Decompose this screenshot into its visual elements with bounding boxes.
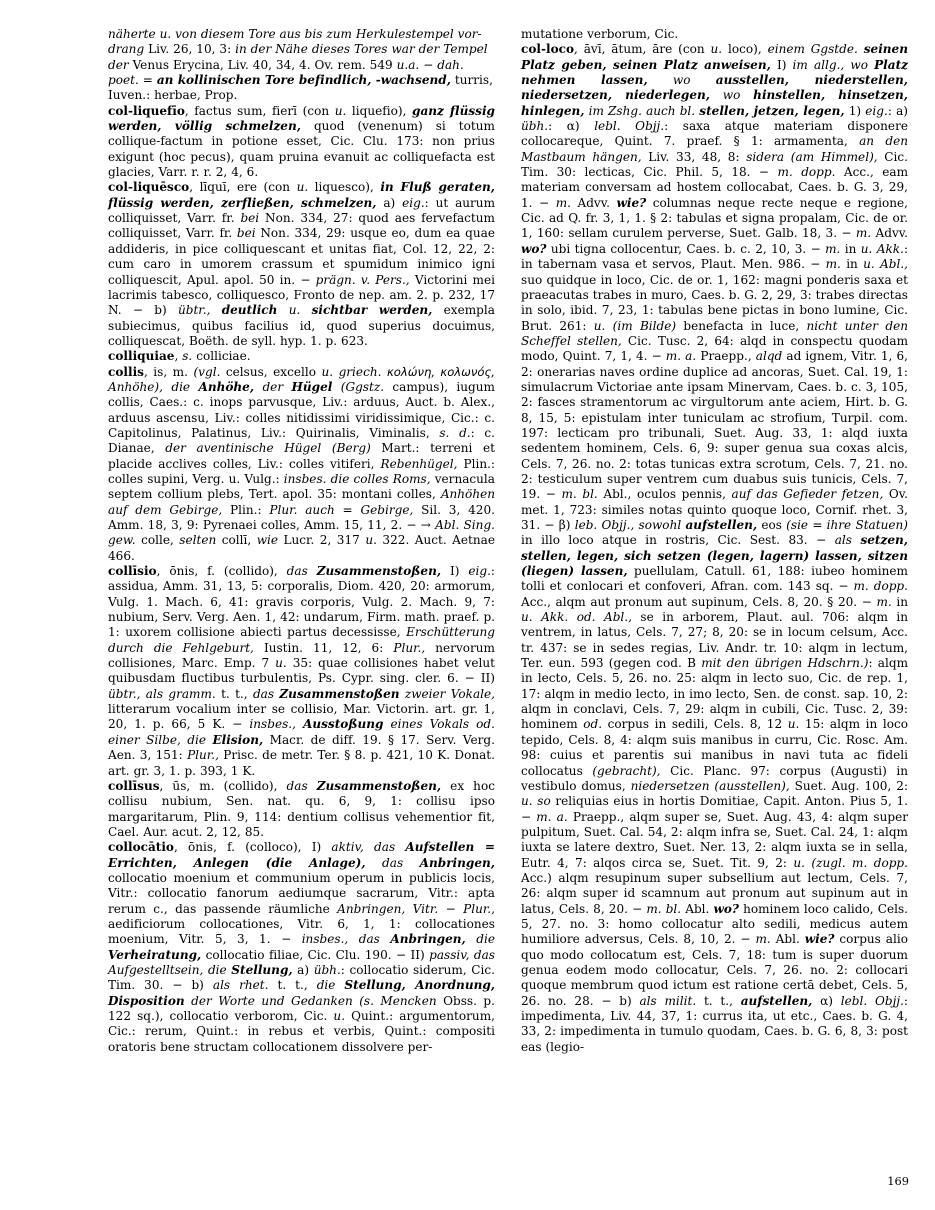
- right-column: [521, 27, 908, 1055]
- dictionary-entry: col-liquēsco, līquī, ere (con u. liquesco), in Fluß geraten, flüssig werden, zerfließen, schmelzen, a) eig.: ut aurum colliquisset, Varr. fr. bei Non. 334, 27: quod aes fervefactum colliquisset, Varr. fr. bei Non. 334, 29: usque eo, dum ea quae addideris, in pice colliquescant et unitas fiat, Col. 12, 22, 2: cum caro in umorem crassum et spumidum inimico igni colliquescit, Apul. apol. 50 in. − prägn. v. Pers., Victorini mei lacrimis tabesco, colliquesco, Fronto de nep. am. 2. p. 232, 17 N. − b) übtr., deutlich u. sichtbar werden, exempla subiecimus, quibus facilius id, quod superius docuimus, colliquescat, Boëth. de syll. hyp. 1. p. 623.: [108, 180, 496, 348]
- entry-continuation: näherte u. von diesem Tore aus bis zum Herkulestempel vor- drang Liv. 26, 10, 3: in der Nähe dieses Tores war der Tempel der Venus Erycina, Liv. 40, 34, 4. Ov. rem. 549 u.a. − dah. poet. = an kollinischen Tore befindlich, -wachsend, turris, Iuven.: herbae, Prop.: [108, 27, 493, 103]
- dictionary-entry: col-liquefīo, factus sum, fierī (con u. liquefio), ganz flüssig werden, völlig schmelzen, quod (venenum) si totum collique-factum in potione esset, Cic. Clu. 173: non prius exigunt (hoc pecus), quam pruina evanuit ac colliquefacta est glacies, Varr. r. r. 2, 4, 6.: [108, 103, 495, 180]
- dictionary-entry: collīsio, ōnis, f. (collido), das Zusammenstoßen, I) eig.: assidua, Amm. 31, 13, 5: corporalis, Diom. 420, 20: armorum, Vulg. 1. Mach. 6, 41: gravis corporis, Vulg. 2. Mach. 9, 7: nubium, Serv. Verg. Aen. 1, 42: undarum, Firm. math. praef. p. 1: uxorem collisione abiecti partus decessisse, Erschütterung durch die Fehlgeburt, Iustin. 11, 12, 6: Plur., nervorum collisiones, Marc. Emp. 7 u. 35: quae collisiones habet velut quibusdam fluctibus turbulentis, Ps. Cypr. sing. cler. 6. − II) übtr., als gramm. t. t., das Zusammenstoßen zweier Vokale, litterarum vocalium inter se collisio, Mar. Victorin. art. gr. 1, 20, 1. p. 66, 5 K. − insbes., Ausstoßung eines Vokals od. einer Silbe, die Elision, Macr. de diff. 19. § 17. Serv. Verg. Aen. 3, 151: Plur., Prisc. de metr. Ter. § 8. p. 421, 10 K. Donat. art. gr. 3, 1. p. 393, 1 K.: [108, 564, 495, 778]
- dictionary-entry: collocātio, ōnis, f. (colloco), I) aktiv, das Aufstellen = Errichten, Anlegen (die Anlage), das Anbringen, collocatio moenium et communium operum in publicis locis, Vitr.: collocatio fanorum aediumque sacrarum, Vitr.: apta rerum c., das passende räumliche Anbringen, Vitr. − Plur., aedificiorum collocationes, Vitr. 6, 1, 1: collocationes moenium, Vitr. 5, 3, 1. − insbes., das Anbringen, die Verheiratung, collocatio filiae, Cic. Clu. 190. − II) passiv, das Aufgestelltsein, die Stellung, a) übh.: collocatio siderum, Cic. Tim. 30. − b) als rhet. t. t., die Stellung, Anordnung, Disposition der Worte und Gedanken (s. Mencken Obss. p. 122 sq.), collocatio verborom, Cic. u. Quint.: argumentorum, Cic.: rerum, Quint.: in rebus et verbis, Quint.: compositi oratoris bene structam collocationem dissolvere per-: [108, 840, 495, 1054]
- left-column: [108, 27, 495, 1055]
- entry-continuation: mutatione verborum, Cic.: [521, 27, 679, 41]
- page-number: 169: [887, 1174, 909, 1188]
- dictionary-entry: colliquiae, s. colliciae.: [108, 349, 251, 364]
- dictionary-entry: collīsus, ūs, m. (collido), das Zusammenstoßen, ex hoc collisu nubium, Sen. nat. qu. 6, 9, 1: collisu ipso margaritarum, Plin. 9, 114: dentium collisus vehementior fit, Cael. Aur. acut. 2, 12, 85.: [108, 778, 495, 839]
- dictionary-entry: col-loco, āvī, ātum, āre (con u. loco), einem Ggstde. seinen Platz geben, seinen Platz anweisen, I) im allg., wo Platz nehmen lassen, wo ausstellen, niederstellen, niedersetzen, niederlegen, wo hinstellen, hinsetzen, hinlegen, im Zshg. auch bl. stellen, jetzen, legen, 1) eig.: a) übh.: α) lebl. Objj.: saxa atque materiam disponere collocareque, Quint. 7. praef. § 1: armamenta, an den Mastbaum hängen, Liv. 33, 48, 8: sidera (am Himmel), Cic. Tim. 30: lecticas, Cic. Phil. 5, 18. − m. dopp. Acc., eam materiam conversam ad hostem collocabat, Caes. b. G. 3, 29, 1. − m. Advv. wie? columnas neque recte neque e regione, Cic. ad Q. fr. 3, 1, 1. § 2: tabulas et signa propalam, Cic. de or. 1, 160: sellam curulem perverse, Suet. Galb. 18, 3. − m. Advv. wo? ubi tigna collocentur, Caes. b. c. 2, 10, 3. − m. in u. Akk.: in tabernam vasa et servos, Plaut. Men. 986. − m. in u. Abl., suo quidque in loco, Cic. de or. 1, 162: magni ponderis saxa et praeacutas trabes in muro, Caes. b. G. 2, 29, 3: trabes directas in solo, ibid. 7, 23, 1: tabulas bene pictas in bono lumine, Cic. Brut. 261: u. (im Bilde) benefacta in luce, nicht unter den Scheffel stellen, Cic. Tusc. 2, 64: alqd in conspectu quodam modo, Quint. 7, 1, 4. − m. a. Praepp., alqd ad ignem, Vitr. 1, 6, 2: onerarias naves ordine duplice ad ancoras, Suet. Cal. 19, 1: simulacrum Victoriae ante ipsam Minervam, Caes. b. c. 3, 105, 2: fasces stramentorum ac virgultorum ante aciem, Hirt. b. G. 8, 15, 5: epistulam inter tuniculam ac strofium, Turpil. com. 197: lecticam pro tribunali, Suet. Aug. 33, 1: alqd iuxta sedentem hominem, Cels. 6, 9: super genua sua coxas alcis, Cels. 7, 26. no. 2: totas tunicas extra scrotum, Cels. 7, 21. no. 2: testiculum super ventrem cum duabus suis tunicis, Cels. 7, 19. − m. bl. Abl., oculos pennis, auf das Gefieder fetzen, Ov. met. 1, 723: similes notas quinto quoque loco, Cornif. rhet. 3, 31. − β) leb. Objj., sowohl aufstellen, eos (sie = ihre Statuen) in illo loco atque in rostris, Cic. Sest. 83. − als setzen, stellen, legen, sich setzen (legen, lagern) lassen, sitzen (liegen) lassen, puellulam, Catull. 61, 188: iubeo hominem tolli et conlocari et confoveri, Afran. com. 143 sq. − m. dopp. Acc., alqm aut pronum aut supinum, Cels. 8, 20. § 20. − m. in u. Akk. od. Abl., se in arborem, Plaut. aul. 706: alqm in ventrem, in latus, Cels. 7, 27; 8, 20: se in locum celsum, Acc. tr. 437: se in sedes regias, Liv. Andr. tr. 10: alqm in lectum, Ter. eun. 593 (gegen cod. B mit den übrigen Hdschrn.): alqm in lecto, Cels. 5, 26. no. 25: alqm in lecto suo, Cic. de rep. 1, 17: alqm in medio lecto, in imo lecto, Sen. de const. sap. 10, 2: alqm in conclavi, Cels. 7, 29: alqm in cubili, Cic. Tusc. 2, 39: hominem od. corpus in sedili, Cels. 8, 12 u. 15: alqm in loco tepido, Cels. 8, 4: alqm suis manibus in curru, Cic. Rosc. Am. 98: cuius et parentis sui manibus in navi tuta ac fideli collocatus (gebracht), Cic. Planc. 97: corpus (Augusti) in vestibulo domus, niedersetzen (ausstellen), Suet. Aug. 100, 2: u. so reliquias eius in hortis Domitiae, Capit. Anton. Pius 5, 1. − m. a. Praepp., alqm super se, Suet. Aug. 43, 4: alqm super pulpitum, Suet. Cal. 54, 2: alqm infra se, Suet. Cal. 24, 1: alqm iuxta se latere dextro, Suet. Ner. 13, 2: alqm iuxta se in sella, Eutr. 4, 7: alqos circa se, Suet. Tit. 9, 2: u. (zugl. m. dopp. Acc.) alqm resupinum super subsellium aut lectum, Cels. 7, 26: alqm super id scamnum aut pronum aut supinum aut in latus, Cels. 8, 20. − m. bl. Abl. wo? hominem loco calido, Cels. 5, 27. no. 3: homo collocatur alto sedili, medicus autem humiliore adversus, Cels. 8, 10, 2. − m. Abl. wie? corpus alio quo modo collocatum est, Cels. 7, 18: tum is super duorum genua eodem modo collocatur, Cels. 7, 26. no. 2: collocari quoque membrum quod ictum est ratione certā debet, Cels. 5, 26. no. 28. − b) als milit. t. t., aufstellen, α) lebl. Objj.: impedimenta, Liv. 44, 37, 1: currus ita, ut etc., Caes. b. G. 4, 33, 2: impedimenta in tumulo quodam, Caes. b. G. 6, 8, 3: post eas (legio-: [521, 42, 909, 1054]
- dictionary-entry: collis, is, m. (vgl. celsus, excello u. griech. κολώνη, κολωνός, Anhöhe), die Anhöhe, der Hügel (Ggstz. campus), iugum collis, Caes.: c. inops parvusque, Liv.: arduus, Auct. b. Alex., arduus ascensu, Liv.: colles nitidissimi viridissimique, Cic.: c. Capitolinus, Palatinus, Liv.: Quirinalis, Viminalis, s. d.: c. Dianae, der aventinische Hügel (Berg) Mart.: terreni et placide acclives colles, Liv.: colles vitiferi, Rebenhügel, Plin.: colles supini, Verg. u. Vulg.: insbes. die colles Roms, vernacula septem collium plebs, Tert. apol. 35: montani colles, Anhöhen auf dem Gebirge, Plin.: Plur. auch = Gebirge, Sil. 3, 420. Amm. 18, 3, 9: Pyrenaei colles, Amm. 15, 11, 2. − → Abl. Sing. gew. colle, selten collī, wie Lucr. 2, 317 u. 322. Auct. Aetnae 466.: [108, 364, 495, 563]
- two-column-text-body: [108, 27, 908, 1055]
